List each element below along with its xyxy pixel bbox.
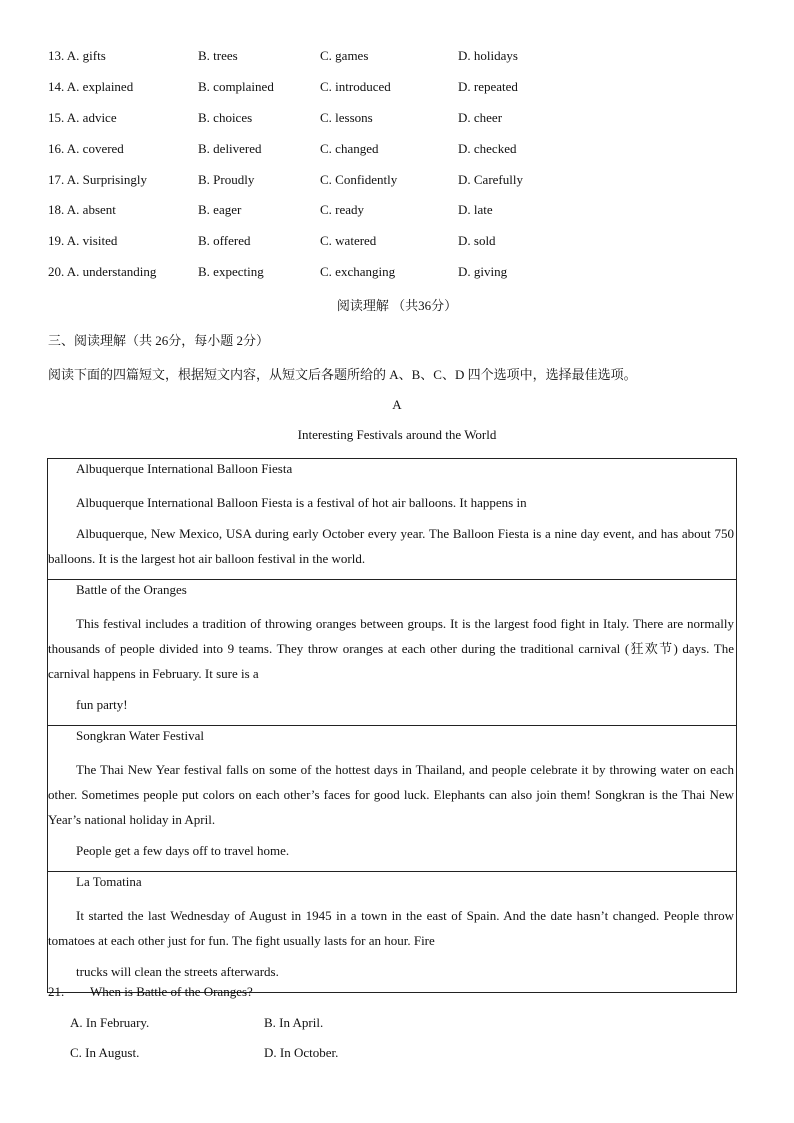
option-c: C. changed bbox=[320, 140, 379, 156]
answer-option-b: B. In April. bbox=[264, 1015, 324, 1030]
festival-cell bbox=[48, 871, 736, 992]
option-d: D. sold bbox=[458, 233, 496, 249]
option-a: 13. A. gifts bbox=[48, 48, 106, 63]
option-c: C. watered bbox=[320, 233, 377, 249]
choice-row-14 bbox=[48, 78, 748, 109]
festival-paragraph: It started the last Wednesday of August in 1945 in a town in the east of Spain. And the date hasn’t changed. People throw tomatoes at each other just for fun. The fight usually lasts for an hour. Fire bbox=[48, 908, 734, 948]
festivals-table bbox=[47, 458, 737, 993]
option-b: B. trees bbox=[198, 48, 238, 63]
option-d: D. giving bbox=[458, 264, 508, 280]
option-c: C. introduced bbox=[320, 78, 391, 94]
option-a: 16. A. covered bbox=[48, 140, 124, 156]
option-a: 14. A. explained bbox=[48, 78, 134, 94]
option-c: C. lessons bbox=[320, 109, 373, 125]
option-b: B. choices bbox=[198, 109, 253, 125]
option-d: D. late bbox=[458, 202, 493, 218]
festival-cell bbox=[48, 459, 736, 579]
answer-option-a: A. In February. bbox=[70, 1015, 150, 1030]
answer-option-c: C. In August. bbox=[70, 1045, 140, 1060]
option-b: B. eager bbox=[198, 202, 242, 218]
option-b: B. Proudly bbox=[198, 171, 255, 187]
choice-row-17 bbox=[48, 171, 748, 202]
option-d: D. cheer bbox=[458, 109, 503, 125]
festival-cell bbox=[48, 579, 736, 725]
festival-paragraph: Albuquerque International Balloon Fiesta is a festival of hot air balloons. It happens in bbox=[76, 495, 527, 510]
choice-row-20 bbox=[48, 263, 748, 294]
option-d: D. holidays bbox=[458, 48, 518, 63]
question-21 bbox=[48, 984, 253, 1000]
festival-paragraph: The Thai New Year festival falls on some of the hottest days in Thailand, and people celebrate it by throwing water on each other. Sometimes people put colors on each other’s faces for good luck. Elephants can also join them! Songkran is the Thai New Year’s national holiday in April. bbox=[48, 762, 734, 827]
festival-name: Albuquerque International Balloon Fiesta bbox=[76, 461, 293, 476]
option-b: B. offered bbox=[198, 233, 251, 249]
festival-name: La Tomatina bbox=[76, 874, 142, 889]
festival-name: Songkran Water Festival bbox=[76, 728, 204, 743]
option-c: C. exchanging bbox=[320, 264, 396, 280]
question-text: When is Battle of the Oranges? bbox=[90, 984, 253, 999]
festival-cell bbox=[48, 725, 736, 871]
option-a: 18. A. absent bbox=[48, 202, 116, 218]
choice-row-19 bbox=[48, 232, 748, 263]
cloze-choices bbox=[48, 47, 748, 294]
passage-letter: A bbox=[392, 397, 402, 412]
option-b: B. complained bbox=[198, 78, 274, 94]
answer-option-d: D. In October. bbox=[264, 1045, 339, 1060]
festival-name: Battle of the Oranges bbox=[76, 582, 187, 597]
festival-paragraph: fun party! bbox=[76, 697, 128, 712]
question-number: 21. bbox=[48, 984, 65, 999]
option-a: 15. A. advice bbox=[48, 109, 117, 125]
festival-paragraph: Albuquerque, New Mexico, USA during early October every year. The Balloon Fiesta is a nine day event, and has about 750 balloons. It is the largest hot air balloon festival in the world. bbox=[48, 526, 734, 566]
festival-paragraph: This festival includes a tradition of throwing oranges between groups. It is the largest food fight in Italy. There are normally thousands of people divided into 9 teams. They throw oranges at each other during the traditional carnival (狂欢节) days. The carnival happens in February. It sure is a bbox=[48, 616, 734, 681]
option-b: B. delivered bbox=[198, 140, 262, 156]
choice-row-16 bbox=[48, 140, 748, 171]
choice-row-15 bbox=[48, 109, 748, 140]
festival-paragraph: trucks will clean the streets afterwards. bbox=[76, 964, 279, 979]
passage-title: Interesting Festivals around the World bbox=[297, 427, 497, 442]
option-c: C. Confidently bbox=[320, 171, 398, 187]
option-a: 19. A. visited bbox=[48, 233, 118, 249]
option-c: C. ready bbox=[320, 202, 365, 218]
instructions: 阅读下面的四篇短文，根据短文内容，从短文后各题所给的 A、B、C、D 四个选项中，选择最佳选项。 bbox=[48, 367, 637, 382]
choice-row-13 bbox=[48, 47, 748, 78]
option-c: C. games bbox=[320, 48, 369, 63]
option-a: 17. A. Surprisingly bbox=[48, 171, 147, 187]
option-d: D. repeated bbox=[458, 78, 518, 94]
option-a: 20. A. understanding bbox=[48, 264, 157, 280]
option-d: D. Carefully bbox=[458, 171, 523, 187]
option-b: B. expecting bbox=[198, 264, 264, 280]
choice-row-18 bbox=[48, 201, 748, 232]
festival-paragraph: People get a few days off to travel home. bbox=[76, 843, 290, 858]
reading-section-header: 阅读理解 （共36分） bbox=[336, 298, 458, 313]
option-d: D. checked bbox=[458, 140, 517, 156]
section-three-heading: 三、阅读理解（共 26分，每小题 2分） bbox=[48, 333, 270, 348]
